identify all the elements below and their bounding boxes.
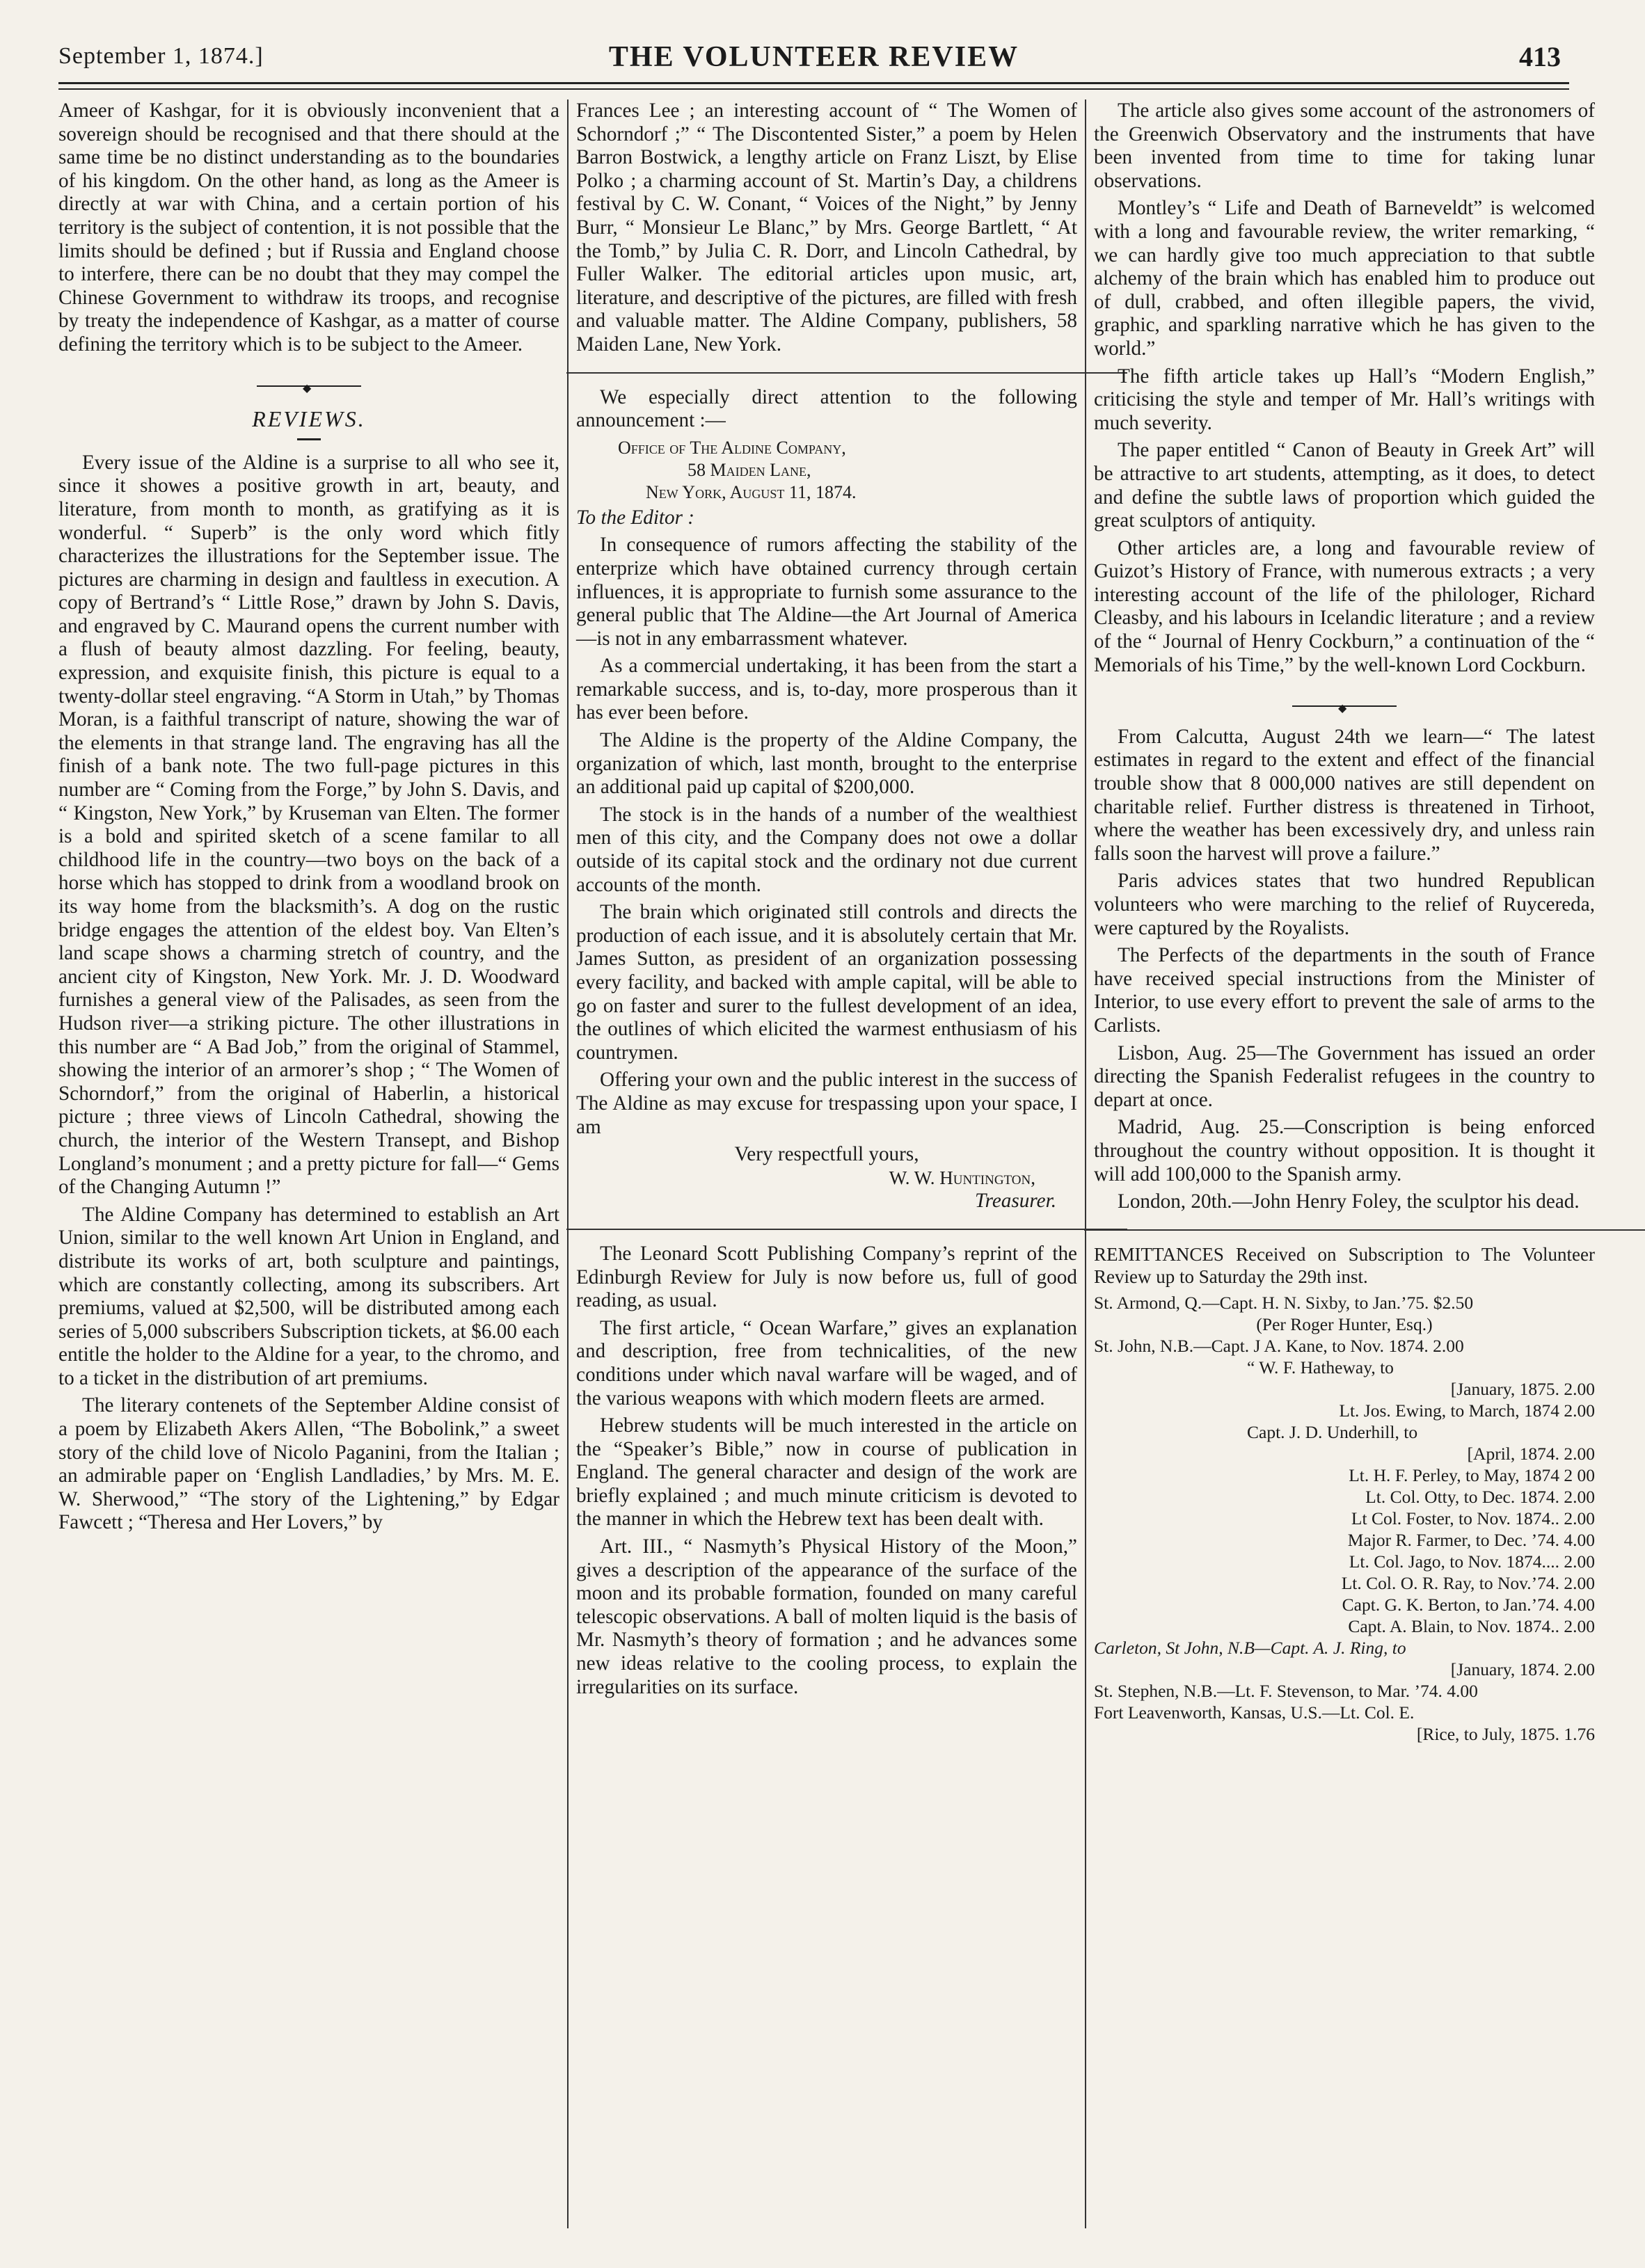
letter-paragraph: As a commercial undertaking, it has been from the start a remarkable success, and is, to-day, more prosperous than it has ever been before. bbox=[576, 655, 1077, 724]
remittance-entry: [January, 1874. 2.00 bbox=[1450, 1659, 1595, 1679]
column-2 bbox=[576, 99, 1077, 2228]
edinburgh-review-paragraph: The fifth article takes up Hall’s “Modern English,” criticising the style and temper of Mr. Hall’s writings with much severity. bbox=[1094, 365, 1595, 434]
column-3 bbox=[1094, 99, 1595, 2228]
edinburgh-review-paragraph: The article also gives some account of the astronomers of the Greenwich Observatory and the instruments that have been invented from time to time for taking lunar observations. bbox=[1094, 99, 1595, 192]
remittance-entry: [April, 1874. 2.00 bbox=[1467, 1443, 1595, 1464]
announcement-intro: We especially direct attention to the following announcement :— bbox=[576, 385, 1077, 432]
column-rule bbox=[566, 1229, 1127, 1230]
letter-signature: W. W. Huntington, bbox=[889, 1167, 1035, 1188]
edinburgh-review-paragraph: The paper entitled “ Canon of Beauty in Greek Art” will be attractive to art students, attempting, as it does, to detect and define the subtle laws of proportion which guided the great sculptors of antiquity. bbox=[1094, 439, 1595, 532]
letter-address bbox=[618, 437, 1077, 504]
news-item: London, 20th.—John Henry Foley, the sculptor his dead. bbox=[1118, 1190, 1580, 1213]
column-rule bbox=[566, 372, 1127, 374]
edinburgh-review-paragraph: Other articles are, a long and favourable review of Guizot’s History of France, with numerous extracts ; a very interesting account of the life of the philologer, Richard Cleasby, and his labours in Icelandic literature ; and a review of the “ Journal of Henry Cockburn,” a continuation of the “ Memorials of his Time,” by the well-known Lord Cockburn. bbox=[1094, 536, 1595, 676]
news-item: Paris advices states that two hundred Republican volunteers who were marching to the relief of Ruycereda, were captured by the Royalists. bbox=[1094, 870, 1595, 939]
news-item: From Calcutta, August 24th we learn—“ The latest estimates in regard to the extent and effect of the financial trouble show that 8 000,000 natives are still dependent on charitable relief. Further distress is threatened in Tirhoot, where the weather has been excessively dry, and unless rain falls soon the harvest will prove a failure.” bbox=[1094, 725, 1595, 865]
remittance-entry: Lt Col. Foster, to Nov. 1874.. 2.00 bbox=[1351, 1508, 1595, 1528]
remittance-entry: Capt. J. D. Underhill, to bbox=[1247, 1421, 1418, 1442]
edinburgh-review-paragraph: Montley’s “ Life and Death of Barneveldt” is welcomed with a long and favourable review, the writer remarking, “ we can hardly give too much appreciation to that subtle alchemy of the brain which has enabled him to produce out of dull, crabbed, and often illegible papers, the vivid, graphic, and sparkling narrative which he has given to the world.” bbox=[1094, 197, 1595, 360]
news-item: Madrid, Aug. 25.—Conscription is being enforced throughout the country without opposition. It is thought it will add 100,000 to the Spanish army. bbox=[1094, 1116, 1595, 1185]
columns bbox=[58, 99, 1595, 2228]
header-rule bbox=[58, 82, 1569, 90]
column-1 bbox=[58, 99, 559, 2228]
edinburgh-review-paragraph: The first article, “ Ocean Warfare,” gives an explanation and description, free from technicalities, of the new conditions under which naval warfare will be waged, and of the various weapons with which modern fleets are armed. bbox=[576, 1316, 1077, 1409]
remittance-entry: “ W. F. Hatheway, to bbox=[1247, 1357, 1394, 1377]
remittance-entry: Major R. Farmer, to Dec. ’74. 4.00 bbox=[1347, 1529, 1595, 1550]
remittance-entry: Capt. G. K. Berton, to Jan.’74. 4.00 bbox=[1342, 1594, 1595, 1615]
remittance-entry: Fort Leavenworth, Kansas, U.S.—Lt. Col. E. bbox=[1094, 1702, 1415, 1723]
page-header bbox=[58, 36, 1569, 81]
remittance-entry: [January, 1875. 2.00 bbox=[1450, 1378, 1595, 1399]
remittance-entry: Lt. Col. O. R. Ray, to Nov.’74. 2.00 bbox=[1341, 1572, 1595, 1593]
remittance-entry: Lt. H. F. Perley, to May, 1874 2 00 bbox=[1349, 1464, 1595, 1485]
article-kashgar-end: Ameer of Kashgar, for it is obviously inconvenient that a sovereign should be recognised and that there should at the same time be no distinct understanding as to the boundaries of his kingdom. On the other hand, as long as the Ameer is directly at war with China, and a certain portion of his territory is the subject of contention, it is not possible that the limits should be defined ; but if Russia and England choose to interfere, there can be no doubt that they may compel the Chinese Government to withdraw its troops, and recognise by treaty the independence of Kashgar, as a matter of course defining the territory which is to be subject to the Ameer. bbox=[58, 99, 559, 356]
news-item: Lisbon, Aug. 25—The Government has issued an order directing the Spanish Federalist refugees in the country to depart at once. bbox=[1094, 1041, 1595, 1111]
letter-paragraph: In consequence of rumors affecting the stability of the enterprize which have obtained currency through certain influences, it is appropriate to furnish some assurance to the general public that The Aldine—the Art Journal of America—is not in any embarrassment whatever. bbox=[576, 534, 1077, 650]
remittances-list bbox=[1094, 1292, 1595, 1745]
remittance-entry: St. John, N.B.—Capt. J A. Kane, to Nov. 1874. 2.00 bbox=[1094, 1335, 1464, 1356]
remittance-entry: Carleton, St John, N.B—Capt. A. J. Ring, to bbox=[1094, 1637, 1406, 1658]
section-separator bbox=[1094, 689, 1595, 713]
reviews-heading: REVIEWS. bbox=[252, 406, 366, 432]
review-aldine-paragraph: Every issue of the Aldine is a surprise to all who see it, since it showes a positive growth in art, beauty, and literature, from month to month, as gratifying as it is wonderful. “ Superb” is the only word which fitly characterizes the illustrations for the September issue. The pictures are charming in design and faultless in execution. A copy of Bertrand’s “ Little Rose,” drawn by John S. Davis, and engraved by C. Maurand opens the current number with a flush of beauty almost dazzling. For feeling, beauty, expression, and exquisite finish, this picture is equal to a twenty-dollar steel engraving. “A Storm in Utah,” by Thomas Moran, is a faithful transcript of nature, showing the war of the elements in that strange land. The engraving has all the finish of a bank note. The two full-page pictures in this number are “ Coming from the Forge,” by John S. Davis, and “ Kingston, New York,” by Kruseman van Elten. The former is a bold and spirited sketch of a scene familar to all childhood life in the country—two boys on the back of a horse which has stopped to drink from a woodland brook on its way home from the blacksmith’s. A dog on the rustic bridge engages the attention of the eldest boy. Van Elten’s land scape shows a charming stretch of country, and the ancient city of Kingston, New York. Mr. J. D. Woodward furnishes a general view of the Palisades, as seen from the Hudson river—a striking picture. The other illustrations in this number are “ A Bad Job,” from the original of Stammel, showing the interior of an armorer’s shop ; “ The Women of Schorndorf,” from the original of Haberlin, a historical picture ; three views of Lincoln Cathedral, showing the church, the interior of the Western Transept, and Bishop Longland’s monument ; and a pretty picture for fall—“ Gems of the Changing Autumn !” bbox=[58, 451, 559, 1199]
letter-paragraph: The stock is in the hands of a number of the wealthiest men of this city, and the Company does not owe a dollar outside of its capital stock and the ordinary not due current accounts of the month. bbox=[576, 803, 1077, 896]
letter-paragraph: The brain which originated still controls and directs the production of each issue, and it is absolutely certain that Mr. James Sutton, as president of an organization possessing every facility, and backed with ample capital, will be able to go on faster and surer to the fullest development of an idea, the outlines of which elicited the warmest enthusiasm of his countrymen. bbox=[576, 901, 1077, 1064]
edinburgh-review-paragraph: The Leonard Scott Publishing Company’s reprint of the Edinburgh Review for July is now before us, full of good reading, as usual. bbox=[576, 1242, 1077, 1312]
letter-city-date: New York, August 11, 1874. bbox=[646, 481, 857, 502]
publication-title: THE VOLUNTEER REVIEW bbox=[608, 41, 1019, 73]
section-separator bbox=[58, 369, 559, 393]
letter-office: Office of The Aldine Company, bbox=[618, 437, 846, 458]
remittance-entry: Lt. Col. Jago, to Nov. 1874.... 2.00 bbox=[1349, 1551, 1595, 1572]
review-aldine-paragraph: The literary contenets of the September Aldine consist of a poem by Elizabeth Akers Allen, “The Bobolink,” a sweet story of the child love of Nicolo Paganini, from the Italian ; an admirable paper on ‘English Landladies,’ by Mrs. M. E. W. Sherwood,” “The story of the Lightening,” by Edgar Fawcett ; “Theresa and Her Lovers,” by bbox=[58, 1394, 559, 1534]
remittance-entry: (Per Roger Hunter, Esq.) bbox=[1256, 1313, 1433, 1334]
letter-signature-role: Treasurer. bbox=[974, 1190, 1056, 1213]
remittance-entry: St. Stephen, N.B.—Lt. F. Stevenson, to Mar. ’74. 4.00 bbox=[1094, 1680, 1478, 1701]
review-aldine-continued: Frances Lee ; an interesting account of “ The Women of Schorndorf ;” “ The Discontented Sister,” a poem by Helen Barron Bostwick, a lengthy article on Franz Liszt, by Elise Polko ; a charming account of St. Martin’s Day, a childrens festival by C. W. Conant, “ Voices of the Night,” by Jenny Burr, “ Monsieur Le Blanc,” by Mrs. George Bartlett, “ At the Tomb,” by Julia C. R. Dorr, and Lincoln Cathedral, by Fuller Walker. The editorial articles upon music, art, literature, and descriptive of the pictures, are filled with fresh and valuable matter. The Aldine Company, publishers, 58 Maiden Lane, New York. bbox=[576, 99, 1077, 356]
remittance-entry: St. Armond, Q.—Capt. H. N. Sixby, to Jan.’75. $2.50 bbox=[1094, 1292, 1474, 1313]
remittances-heading: REMITTANCES Received on Subscription to The Volunteer Review up to Saturday the 29th inst. bbox=[1094, 1243, 1595, 1287]
review-aldine-paragraph: The Aldine Company has determined to establish an Art Union, similar to the well known Art Union in England, and distribute its works of art, both sculpture and paintings, which are constantly collecting, among its subscribers. Art premiums, valued at $2,500, will be distributed among each series of 5,000 subscribers Subscription tickets, at $6.00 each entitle the holder to the Aldine for a year, to the chromo, and to a ticket in the distribution of art premiums. bbox=[58, 1203, 559, 1389]
heading-dash bbox=[297, 438, 321, 440]
column-rule bbox=[1084, 1229, 1645, 1231]
news-item: The Perfects of the departments in the south of France have received special instructions from the Minister of Interior, to use every effort to prevent the sale of arms to the Carlists. bbox=[1094, 944, 1595, 1037]
letter-closing: Very respectfull yours, bbox=[734, 1143, 919, 1166]
remittance-entry: Lt. Jos. Ewing, to March, 1874 2.00 bbox=[1339, 1400, 1595, 1421]
header-date: September 1, 1874.] bbox=[58, 43, 264, 69]
remittance-entry: [Rice, to July, 1875. 1.76 bbox=[1416, 1723, 1595, 1744]
edinburgh-review-paragraph: Hebrew students will be much interested in the article on the “Speaker’s Bible,” now in course of publication in England. The general character and design of the work are briefly explained ; and much minute criticism is devoted to the manner in which the Hebrew text has been dealt with. bbox=[576, 1414, 1077, 1531]
letter-paragraph: The Aldine is the property of the Aldine Company, the organization of which, last month, brought to the enterprise an additional paid up capital of $200,000. bbox=[576, 729, 1077, 799]
page-number: 413 bbox=[1519, 41, 1561, 72]
letter-paragraph: Offering your own and the public interest in the success of The Aldine as may excuse for trespassing upon your space, I am bbox=[576, 1069, 1077, 1138]
letter-street: 58 Maiden Lane, bbox=[688, 459, 811, 480]
letter-salutation: To the Editor : bbox=[576, 506, 695, 529]
remittance-entry: Lt. Col. Otty, to Dec. 1874. 2.00 bbox=[1365, 1486, 1595, 1507]
remittance-entry: Capt. A. Blain, to Nov. 1874.. 2.00 bbox=[1348, 1615, 1595, 1636]
edinburgh-review-paragraph: Art. III., “ Nasmyth’s Physical History of the Moon,” gives a description of the appearance of the surface of the moon and its probable formation, founded on many careful telescopic observations. A ball of molten liquid is the basis of Mr. Nasmyth’s theory of formation ; and he advances some new ideas relative to the cooling process, to explain the irregularities on its surface. bbox=[576, 1535, 1077, 1698]
